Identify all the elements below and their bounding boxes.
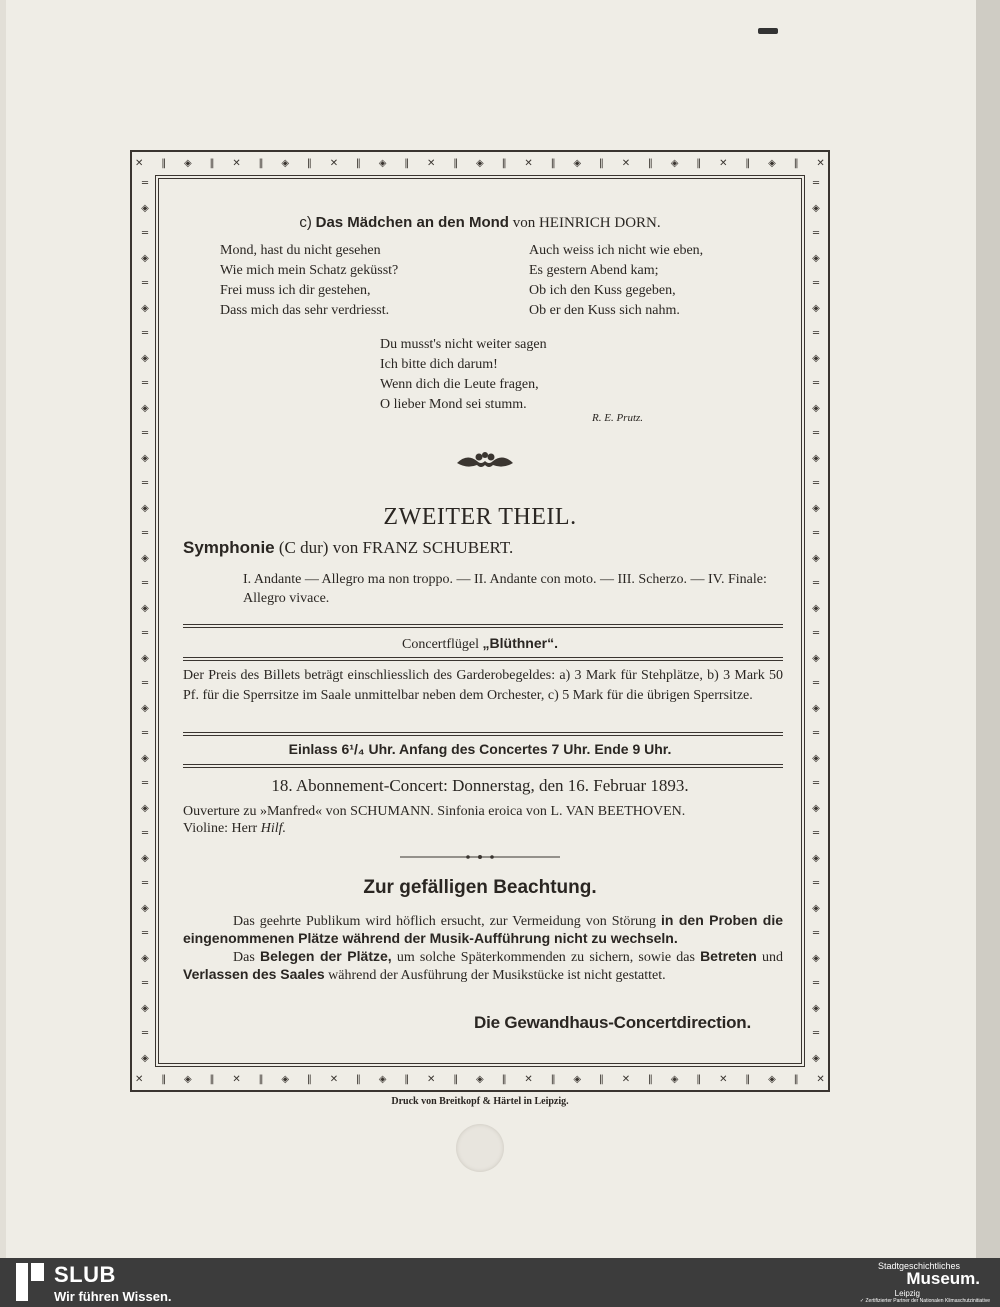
ticket-prices: Der Preis des Billets beträgt einschliesslich des Garderobegeldes: a) 3 Mark für Stehplätze, b) 3 Mark 50 Pf. für die Sperrsitze im Saale unmittelbar neben dem Orchester, c) 5 Mark für die übrigen Sperrsitze. xyxy=(183,668,783,703)
verse-line: Du musst's nicht weiter sagen xyxy=(380,337,547,352)
divider-line xyxy=(183,660,783,661)
border-ornament-icon: ═ xyxy=(141,878,149,889)
border-ornament-icon: ═ xyxy=(812,728,820,739)
border-ornament-icon: ◈ xyxy=(812,1003,820,1014)
border-ornament-icon: ◈ xyxy=(141,203,149,214)
border-ornament-icon: ✕ xyxy=(329,158,339,169)
dotted-divider-icon xyxy=(400,855,560,859)
divider-line xyxy=(183,624,783,625)
border-ornament-icon: ◈ xyxy=(141,903,149,914)
notice-emphasis: Verlassen des Saales xyxy=(183,966,325,982)
border-ornament-icon: ═ xyxy=(812,528,820,539)
border-ornament-icon: ‖ xyxy=(404,158,410,169)
border-ornament-icon: ✕ xyxy=(621,1074,631,1085)
divider-line xyxy=(183,735,783,736)
border-ornament-icon: ◈ xyxy=(812,653,820,664)
border-ornament-icon: ═ xyxy=(812,928,820,939)
border-ornament-icon: ◈ xyxy=(670,1074,679,1085)
border-ornament-icon: ✕ xyxy=(232,1074,241,1085)
border-ornament-icon: ◈ xyxy=(141,453,149,464)
border-ornament-icon: ═ xyxy=(141,978,149,989)
border-ornament-icon: ═ xyxy=(812,628,820,639)
border-ornament-icon: ═ xyxy=(812,878,820,889)
border-ornament-icon: ═ xyxy=(812,378,820,389)
border-ornament-icon: ‖ xyxy=(745,1074,751,1085)
border-ornament-icon: ═ xyxy=(812,278,820,289)
symphony-heading xyxy=(183,538,513,558)
verse-line: O lieber Mond sei stumm. xyxy=(380,397,527,412)
border-ornament-icon: ‖ xyxy=(647,1074,653,1085)
border-ornament-icon: ‖ xyxy=(258,158,264,169)
border-ornament-icon: ‖ xyxy=(209,1074,215,1085)
symphony-key: (C dur) xyxy=(278,538,329,557)
divider-line xyxy=(183,657,783,658)
border-ornament-icon: ‖ xyxy=(647,158,653,169)
instrument-label: Concertflügel xyxy=(402,637,480,652)
notice-emphasis: Betreten xyxy=(700,948,757,964)
border-ornament-icon: ◈ xyxy=(573,1074,582,1085)
border-ornament-icon: ◈ xyxy=(141,303,149,314)
concert-times: Einlass 6¹/₄ Uhr. Anfang des Concertes 7 Uhr. Ende 9 Uhr. xyxy=(288,741,672,757)
border-ornament-icon: ◈ xyxy=(812,553,820,564)
floral-ornament-icon xyxy=(455,449,515,473)
border-ornament-icon: ◈ xyxy=(812,903,820,914)
border-ornament-icon: ═ xyxy=(141,278,149,289)
border-ornament-icon: ◈ xyxy=(378,1074,387,1085)
border-ornament-icon: ‖ xyxy=(161,1074,167,1085)
program-composer: L. VAN BEETHOVEN. xyxy=(550,804,686,819)
song-title: Das Mädchen an den Mond xyxy=(315,214,509,231)
border-ornament-icon: ═ xyxy=(141,828,149,839)
border-ornament-icon: ◈ xyxy=(573,158,582,169)
border-ornament-icon: ‖ xyxy=(501,1074,507,1085)
border-ornament-icon: ‖ xyxy=(696,1074,702,1085)
slub-logo-icon[interactable] xyxy=(16,1263,44,1301)
border-ornament-icon: ◈ xyxy=(670,158,679,169)
ornament-border-left xyxy=(137,178,153,1064)
border-ornament-icon: ✕ xyxy=(524,1074,533,1085)
program-composer: SCHUMANN. xyxy=(350,804,434,819)
border-ornament-icon: ═ xyxy=(141,328,149,339)
border-ornament-icon: ◈ xyxy=(141,753,149,764)
border-ornament-icon: ‖ xyxy=(306,1074,312,1085)
border-ornament-icon: ‖ xyxy=(598,158,604,169)
museum-city: Leipzig xyxy=(894,1289,920,1298)
symphony-composer: FRANZ SCHUBERT. xyxy=(362,538,514,557)
program-soloist: Hilf. xyxy=(260,821,286,836)
verse-line: Ich bitte dich darum! xyxy=(380,357,498,372)
divider-line xyxy=(183,627,783,628)
border-ornament-icon: ═ xyxy=(812,578,820,589)
border-ornament-icon: ◈ xyxy=(812,703,820,714)
border-ornament-icon: ‖ xyxy=(453,1074,459,1085)
verse-line: Mond, hast du nicht gesehen xyxy=(220,243,381,258)
song-heading xyxy=(160,214,800,232)
border-ornament-icon: ═ xyxy=(141,528,149,539)
border-ornament-icon: ═ xyxy=(141,628,149,639)
border-ornament-icon: ◈ xyxy=(141,353,149,364)
border-ornament-icon: ◈ xyxy=(812,853,820,864)
border-ornament-icon: ◈ xyxy=(812,1053,820,1064)
border-ornament-icon: ‖ xyxy=(209,158,215,169)
song-by: von xyxy=(512,215,536,231)
ornament-border-bottom xyxy=(135,1072,825,1088)
ornament-border-right xyxy=(808,178,824,1064)
symphony-title: Symphonie xyxy=(183,538,275,557)
next-concert-title: 18. Abonnement-Concert: Donnerstag, den 16. Februar 1893. xyxy=(271,776,689,795)
border-ornament-icon: ◈ xyxy=(476,158,484,169)
border-ornament-icon: ═ xyxy=(812,328,820,339)
notice-body xyxy=(183,912,783,984)
border-ornament-icon: ◈ xyxy=(812,303,820,314)
border-ornament-icon: ◈ xyxy=(812,203,820,214)
border-ornament-icon: ◈ xyxy=(141,653,149,664)
border-ornament-icon: ═ xyxy=(141,178,149,189)
verse-line: Wenn dich die Leute fragen, xyxy=(380,377,539,392)
border-ornament-icon: ◈ xyxy=(281,158,290,169)
border-ornament-icon: ═ xyxy=(812,1028,820,1039)
embossed-seal-icon xyxy=(456,1124,504,1172)
divider-line xyxy=(183,764,783,765)
divider-line xyxy=(183,732,783,733)
border-ornament-icon: ✕ xyxy=(427,1074,436,1085)
border-ornament-icon: ‖ xyxy=(550,158,556,169)
border-ornament-icon: ‖ xyxy=(598,1074,604,1085)
border-ornament-icon: ◈ xyxy=(812,453,820,464)
border-ornament-icon: ✕ xyxy=(816,158,825,169)
border-ornament-icon: ◈ xyxy=(812,753,820,764)
instrument-note xyxy=(160,635,800,653)
border-ornament-icon: ✕ xyxy=(135,1074,144,1085)
border-ornament-icon: ‖ xyxy=(696,158,702,169)
border-ornament-icon: ◈ xyxy=(812,953,820,964)
border-ornament-icon: ‖ xyxy=(404,1074,410,1085)
notice-heading: Zur gefälligen Beachtung. xyxy=(363,877,597,898)
border-ornament-icon: ◈ xyxy=(184,1074,192,1085)
program-text: Sinfonia eroica von xyxy=(437,804,547,819)
border-ornament-icon: ═ xyxy=(141,928,149,939)
instrument-brand: „Blüthner“. xyxy=(482,635,558,651)
notice-text: Das geehrte Publikum wird höflich ersucht, zur Vermeidung von Störung xyxy=(233,914,657,929)
border-ornament-icon: ◈ xyxy=(141,1053,149,1064)
border-ornament-icon: ═ xyxy=(141,478,149,489)
poet-credit: R. E. Prutz. xyxy=(592,412,644,424)
notice-emphasis: in den Proben die eingenommenen Plätze während der Musik-Aufführung nicht zu wechseln. xyxy=(183,912,783,946)
border-ornament-icon: ✕ xyxy=(329,1074,339,1085)
slub-tagline: Wir führen Wissen. xyxy=(54,1289,172,1304)
border-ornament-icon: ═ xyxy=(141,728,149,739)
scan-edge xyxy=(976,0,1000,1258)
border-ornament-icon: ‖ xyxy=(355,158,361,169)
border-ornament-icon: ◈ xyxy=(141,603,149,614)
notice-text: Das xyxy=(233,950,255,965)
program-text: Ouverture zu »Manfred« von xyxy=(183,804,347,819)
border-ornament-icon: ✕ xyxy=(719,1074,728,1085)
museum-subtitle: Stadtgeschichtliches xyxy=(877,1261,960,1271)
stanza-3 xyxy=(380,335,547,415)
verse-line: Dass mich das sehr verdriesst. xyxy=(220,303,390,318)
border-ornament-icon: ◈ xyxy=(141,953,149,964)
border-ornament-icon: ◈ xyxy=(141,503,149,514)
stanza-2 xyxy=(529,241,703,321)
border-ornament-icon: ◈ xyxy=(768,158,776,169)
border-ornament-icon: ═ xyxy=(141,228,149,239)
border-ornament-icon: ◈ xyxy=(812,803,820,814)
border-ornament-icon: ✕ xyxy=(427,158,436,169)
song-composer: HEINRICH DORN. xyxy=(538,215,661,231)
verse-line: Wie mich mein Schatz geküsst? xyxy=(220,263,399,278)
border-ornament-icon: ‖ xyxy=(745,158,751,169)
border-ornament-icon: ◈ xyxy=(141,803,149,814)
border-ornament-icon: ✕ xyxy=(232,158,241,169)
notice-emphasis: Belegen der Plätze, xyxy=(259,948,392,964)
verse-line: Ob er den Kuss sich nahm. xyxy=(529,303,680,318)
border-ornament-icon: ═ xyxy=(812,178,820,189)
next-concert-program xyxy=(183,803,783,837)
border-ornament-icon: ◈ xyxy=(812,603,820,614)
notice-text: und xyxy=(762,950,784,965)
border-ornament-icon: ‖ xyxy=(501,158,507,169)
border-ornament-icon: ═ xyxy=(812,778,820,789)
border-ornament-icon: ‖ xyxy=(793,158,799,169)
program-text: Violine: Herr xyxy=(183,821,258,836)
printer-credit: Druck von Breitkopf & Härtel in Leipzig. xyxy=(391,1096,569,1107)
footer-bar xyxy=(0,1258,1000,1307)
border-ornament-icon: ═ xyxy=(141,678,149,689)
border-ornament-icon: ◈ xyxy=(812,353,820,364)
border-ornament-icon: ◈ xyxy=(184,158,192,169)
verse-line: Es gestern Abend kam; xyxy=(529,263,659,278)
notice-text: um solche Späterkommenden zu sichern, sowie das xyxy=(396,950,695,965)
border-ornament-icon: ◈ xyxy=(141,253,149,264)
border-ornament-icon: ✕ xyxy=(621,158,631,169)
border-ornament-icon: ◈ xyxy=(141,853,149,864)
border-ornament-icon: ◈ xyxy=(476,1074,484,1085)
divider-line xyxy=(183,767,783,768)
border-ornament-icon: ═ xyxy=(141,428,149,439)
border-ornament-icon: ═ xyxy=(812,478,820,489)
border-ornament-icon: ✕ xyxy=(719,158,728,169)
verse-line: Ob ich den Kuss gegeben, xyxy=(529,283,676,298)
verse-line: Auch weiss ich nicht wie eben, xyxy=(529,243,704,258)
symphony-movements: I. Andante — Allegro ma non troppo. — II. Andante con moto. — III. Scherzo. — IV. Finale: Allegro vivace. xyxy=(243,572,767,606)
border-ornament-icon: ‖ xyxy=(550,1074,556,1085)
border-ornament-icon: ‖ xyxy=(453,158,459,169)
stanza-1 xyxy=(220,241,398,321)
ornament-border-top xyxy=(135,156,825,172)
border-ornament-icon: ◈ xyxy=(141,553,149,564)
border-ornament-icon: ◈ xyxy=(812,503,820,514)
border-ornament-icon: ‖ xyxy=(355,1074,361,1085)
symphony-by: von xyxy=(332,538,359,557)
signature: Die Gewandhaus-Concertdirection. xyxy=(474,1013,751,1032)
border-ornament-icon: ◈ xyxy=(281,1074,290,1085)
border-ornament-icon: ‖ xyxy=(161,158,167,169)
museum-certificate: ✓ Zertifizierter Partner der Nationalen Klimaschutzinitiative xyxy=(859,1298,990,1304)
border-ornament-icon: ‖ xyxy=(306,158,312,169)
border-ornament-icon: ═ xyxy=(812,428,820,439)
border-ornament-icon: ◈ xyxy=(141,703,149,714)
border-ornament-icon: ◈ xyxy=(812,403,820,414)
border-ornament-icon: ◈ xyxy=(378,158,387,169)
verse-line: Frei muss ich dir gestehen, xyxy=(220,283,371,298)
border-ornament-icon: ‖ xyxy=(793,1074,799,1085)
border-ornament-icon: ═ xyxy=(141,578,149,589)
border-ornament-icon: ═ xyxy=(812,678,820,689)
border-ornament-icon: ◈ xyxy=(141,1003,149,1014)
museum-logo[interactable]: Museum. xyxy=(906,1269,980,1288)
border-ornament-icon: ═ xyxy=(812,978,820,989)
border-ornament-icon: ═ xyxy=(141,778,149,789)
border-ornament-icon: ‖ xyxy=(258,1074,264,1085)
border-ornament-icon: ✕ xyxy=(135,158,144,169)
border-ornament-icon: ═ xyxy=(812,228,820,239)
slub-name[interactable]: SLUB xyxy=(54,1262,116,1287)
border-ornament-icon: ◈ xyxy=(812,253,820,264)
notice-text: während der Ausführung der Musikstücke ist nicht gestattet. xyxy=(328,968,666,983)
part-heading: ZWEITER THEIL. xyxy=(383,504,577,530)
border-ornament-icon: ✕ xyxy=(524,158,533,169)
border-ornament-icon: ═ xyxy=(812,828,820,839)
page-tab-mark xyxy=(758,28,778,34)
border-ornament-icon: ═ xyxy=(141,1028,149,1039)
song-label: c) xyxy=(299,214,312,231)
page-spine xyxy=(0,0,6,1258)
border-ornament-icon: ◈ xyxy=(768,1074,776,1085)
border-ornament-icon: ✕ xyxy=(816,1074,825,1085)
border-ornament-icon: ◈ xyxy=(141,403,149,414)
border-ornament-icon: ═ xyxy=(141,378,149,389)
